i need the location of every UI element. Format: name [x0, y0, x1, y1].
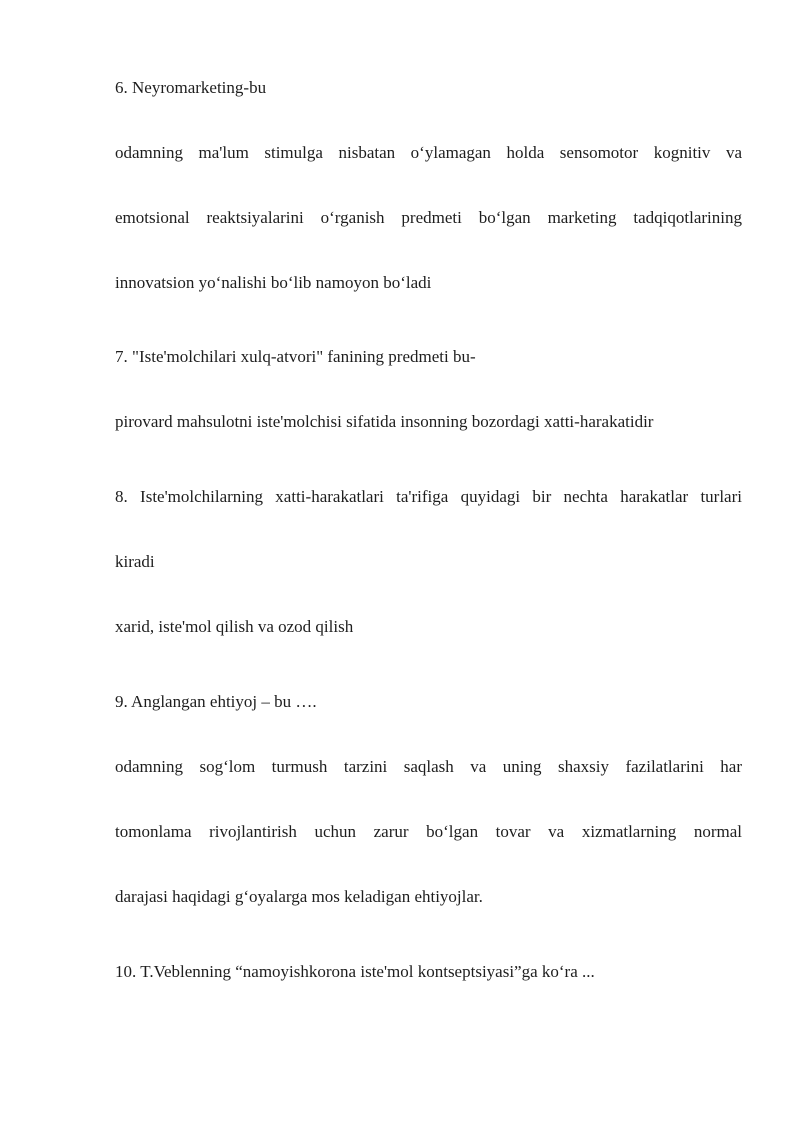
answer-9-line-1: odamning sog‘lom turmush tarzini saqlash va uning shaxsiy fazilatlarini har — [115, 757, 742, 776]
question-8-line-1: 8. Iste'molchilarning xatti-harakatlari ta'rifiga quyidagi bir nechta harakatlar turlari — [115, 487, 742, 506]
answer-6-line-2: emotsional reaktsiyalarini o‘rganish predmeti bo‘lgan marketing tadqiqotlarining — [115, 208, 742, 227]
question-7-line-1: 7. "Iste'molchilari xulq-atvori" fanining predmeti bu- — [115, 347, 476, 366]
answer-9-line-3: darajasi haqidagi g‘oyalarga mos keladigan ehtiyojlar. — [115, 887, 483, 906]
question-10-line-1: 10. T.Veblenning “namoyishkorona iste'mol kontseptsiyasi”ga ko‘ra ... — [115, 962, 595, 981]
question-6-line-1: 6. Neyromarketing-bu — [115, 78, 267, 97]
question-9-line-1: 9. Anglangan ehtiyoj – bu …. — [115, 692, 317, 711]
question-8-line-2: kiradi — [115, 552, 155, 571]
answer-6-line-1: odamning ma'lum stimulga nisbatan o‘ylamagan holda sensomotor kognitiv va — [115, 143, 742, 162]
answer-9-line-2: tomonlama rivojlantirish uchun zarur bo‘lgan tovar va xizmatlarning normal — [115, 822, 742, 841]
answer-7-line-1: pirovard mahsulotni iste'molchisi sifatida insonning bozordagi xatti-harakatidir — [115, 412, 654, 431]
answer-6-line-3: innovatsion yo‘nalishi bo‘lib namoyon bo‘ladi — [115, 273, 432, 292]
answer-8-line-1: xarid, iste'mol qilish va ozod qilish — [115, 617, 354, 636]
